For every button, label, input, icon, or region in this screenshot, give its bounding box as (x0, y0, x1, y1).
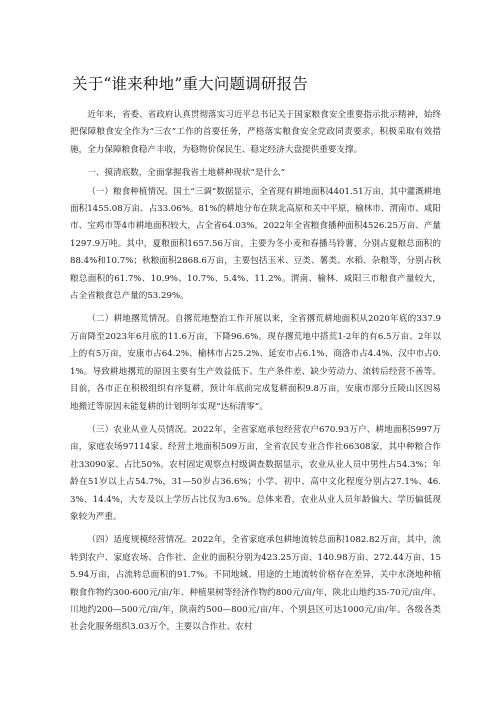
intro-paragraph: 近年来，省委、省政府认真贯彻落实习近平总书记关于国家粮食安全重要指示批示精神，始终把保障粮食安全作为“三农”工作的首要任务，严格落实粮食安全党政同责要求，积极采取有效措施，全力保障粮食稳产丰收，为稳物价保民生、稳定经济大盘提供重要支撑。 (70, 110, 441, 155)
document-title: 关于“谁来种地”重大问题调研报告 (72, 75, 309, 93)
paragraph-agricultural-workers: （三）农业从业人员情况。2022年，全省家庭承包经营农户670.93万户、耕地面积5997万亩，家庭农场97114家、经营土地面积509万亩，全省农民专业合作社66308家，其中种粮合作社33090家、占比50%。农村固定观察点村级调查数据显示，农业从业人员中男性占54.3%；年龄在51岁以上占54.7%，31—50岁占36.6%；小学、初中、高中文化程度分别占27.1%、46.3%、14.4%，大专及以上学历占比仅为3.6%。总体来看，农业从业人员年龄偏大、学历偏低现象较为严重。 (70, 424, 441, 522)
section-heading: 一、摸清底数，全面掌握我省土地耕种现状“是什么” (87, 168, 286, 179)
paragraph-abandoned-land: （二）耕地撂荒情况。自撂荒地整治工作开展以来，全省撂荒耕地面积从2020年底的337.9万亩降至2023年6月底的11.6万亩，下降96.6%。现存撂荒地中搭荒1-2年的有6.5万亩、2年以上的有5万亩，安康市占64.2%、榆林市占25.2%、延安市占6.1%、商洛市占4.4%、汉中市占0.1%。导致耕地撂荒的原因主要有生产效益低下、生产条件差、缺少劳动力、流转后经营不善等。目前，各市正在积极组织有序复耕，预计年底前完成复耕面积9.8万亩，安康市部分丘陵山区因易地搬迁等原因未能复耕的计划明年实现“达标清零”。 (70, 314, 441, 412)
paragraph-grain-planting: （一）粮食种植情况。国土“三调”数据显示，全省现有耕地面积4401.51万亩，其中灌溉耕地面积1455.08万亩、占33.06%。81%的耕地分布在陕北高原和关中平原，榆林市、渭南市、咸阳市、宝鸡市等4市耕地面积较大，占全省64.03%。2022年全省粮食播种面积4526.25万亩、产量1297.9万吨。其中，夏粮面积1657.56万亩，主要为冬小麦和春播马铃薯，分别占夏粮总面积的88.4%和10.7%；秋粮面积2868.6万亩，主要包括玉米、豆类、薯类、水稻、杂粮等，分别占秋粮总面积的61.7%、10.9%、10.7%、5.4%、11.2%。渭南、榆林、咸阳三市粮食产量较大，占全省粮食总产量的53.29%。 (70, 186, 442, 302)
paragraph-scale-operation: （四）适度规模经营情况。2022年，全省家庭承包耕地流转总面积1082.82万亩，其中，流转到农户、家庭农场、合作社、企业的面积分别为423.25万亩、140.98万亩、272.44万亩、155.94万亩，占流转总面积的91.7%。不同地域、用途的土地流转价格存在差异，关中水浇地种植粮食作物约300-600元/亩/年、种植果树等经济作物约800元/亩/年，陕北山地约35-70元/亩/年、川地约200—500元/亩/年，陕南约500—800元/亩/年、个别县区可达1000元/亩/年。各级各类社会化服务组织3.03万个，主要以合作社、农村 (70, 535, 441, 633)
